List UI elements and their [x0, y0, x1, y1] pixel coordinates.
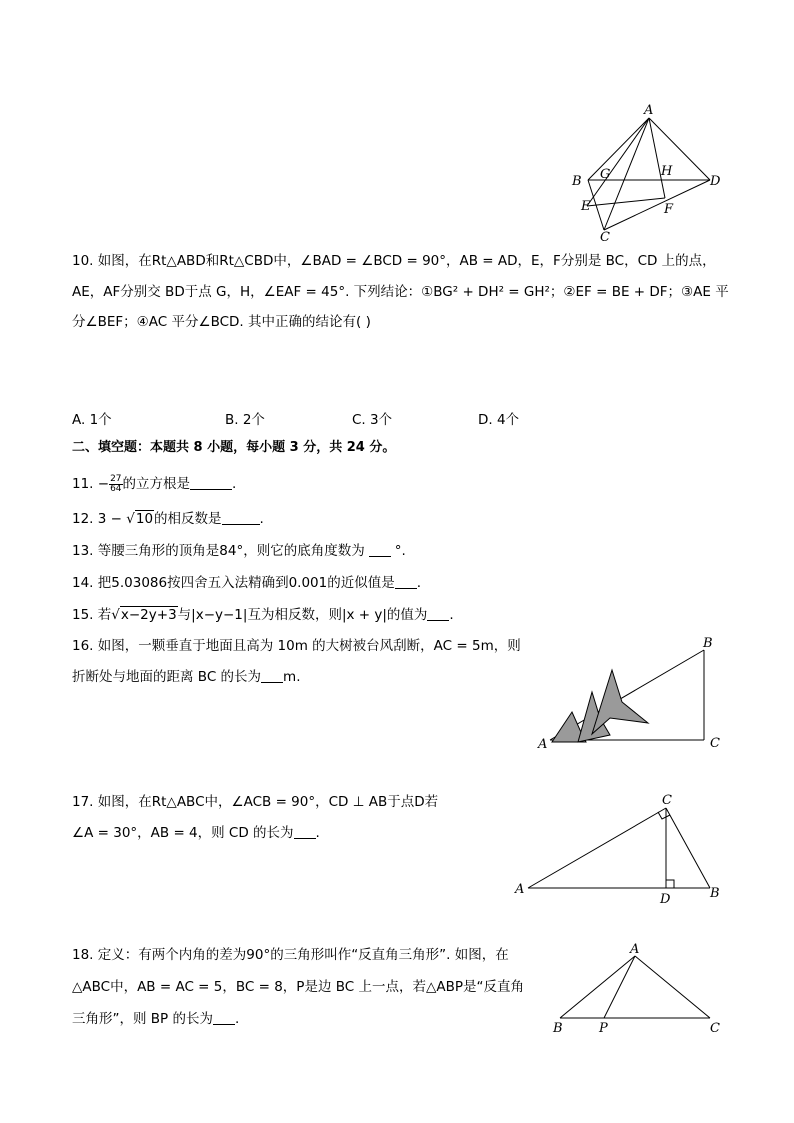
- q11-fraction-denominator: 64: [110, 483, 122, 494]
- fig16-label-A: A: [538, 737, 548, 752]
- q12-text: 的相反数是: [154, 511, 222, 527]
- q17-line-2-text: ∠A = 30°，AB = 4，则 CD 的长为: [72, 825, 294, 841]
- question-13: [72, 541, 406, 561]
- q15-middle: 与|x−y−1|互为相反数，则|x + y|的值为: [177, 607, 428, 623]
- fig10-label-A: A: [644, 103, 654, 118]
- q16-line-1: 16. 如图，一颗垂直于地面且高为 10m 的大树被台风刮断，AC = 5m，则: [72, 638, 521, 654]
- q17-line-2: [72, 823, 320, 843]
- q10-line-2: AE，AF分别交 BD于点 G，H，∠EAF = 45°. 下列结论：①BG² + DH² = GH²；②EF = BE + DF；③AE 平: [72, 284, 729, 300]
- figure-q17-right-triangle: [510, 790, 730, 910]
- q18-end: .: [234, 1011, 240, 1027]
- q18-line-1: 18. 定义：有两个内角的差为90°的三角形叫作“反直角三角形”. 如图，在: [72, 947, 509, 963]
- q10-choice-b[interactable]: B. 2个: [225, 412, 265, 428]
- q11-fraction: [109, 475, 122, 494]
- q18-line-3-text: 三角形”，则 BP 的长为: [72, 1011, 213, 1027]
- fig18-label-P: P: [599, 1021, 608, 1036]
- q14-end: .: [416, 575, 422, 591]
- q10-choice-d[interactable]: D. 4个: [478, 412, 520, 428]
- q12-end: .: [259, 511, 264, 527]
- q12-answer-blank[interactable]: [222, 510, 260, 525]
- fig10-label-B: B: [572, 174, 582, 189]
- q15-prefix: 15. 若: [72, 607, 112, 623]
- question-11: [72, 474, 236, 494]
- q15-answer-blank[interactable]: [427, 606, 449, 621]
- q15-end: .: [449, 607, 454, 623]
- q16-answer-blank[interactable]: [261, 668, 283, 683]
- q17-line-1: 17. 如图，在Rt△ABC中，∠ACB = 90°，CD ⊥ AB于点D若: [72, 794, 439, 810]
- fig17-label-D: D: [660, 892, 671, 907]
- question-14: [72, 573, 421, 593]
- q13-end: °.: [394, 543, 406, 559]
- figure-q10-quadrilateral: [565, 100, 735, 245]
- q11-end: .: [232, 476, 237, 492]
- fig10-label-E: E: [581, 199, 591, 214]
- q17-answer-blank[interactable]: [294, 824, 316, 839]
- fig10-label-G: G: [600, 167, 611, 182]
- q13-answer-blank[interactable]: [369, 542, 391, 557]
- q18-line-2: △ABC中，AB = AC = 5，BC = 8，P是边 BC 上一点，若△ABP是“反直角: [72, 979, 524, 995]
- q18-answer-blank[interactable]: [213, 1010, 235, 1025]
- fig10-label-D: D: [710, 174, 721, 189]
- fig10-label-F: F: [664, 202, 674, 217]
- q12-radicand: 10: [135, 511, 154, 527]
- fig16-label-B: B: [703, 636, 713, 651]
- q15-sqrt-symbol: √: [111, 607, 120, 623]
- fig17-label-C: C: [662, 793, 672, 808]
- q14-text: 14. 把5.03086按四舍五入法精确到0.001的近似值是: [72, 575, 395, 591]
- figure-q16-broken-tree: [530, 630, 730, 755]
- q13-text: 13. 等腰三角形的顶角是84°，则它的底角度数为: [72, 543, 365, 559]
- q16-line-2: [72, 667, 301, 687]
- q15-radicand: x−2y+3: [120, 607, 177, 623]
- q10-line-1: 10. 如图，在Rt△ABD和Rt△CBD中，∠BAD = ∠BCD = 90°，AB = AD，E，F分别是 BC，CD 上的点，: [72, 253, 716, 269]
- q11-number: 11. −: [72, 476, 110, 492]
- fig16-label-C: C: [710, 736, 720, 751]
- q12-prefix: 12. 3 −: [72, 511, 127, 527]
- fig18-label-C: C: [710, 1021, 720, 1036]
- q11-text: 的立方根是: [122, 476, 191, 492]
- q11-fraction-numerator: 27: [110, 473, 122, 484]
- question-15: [72, 605, 454, 625]
- q11-answer-blank[interactable]: [190, 475, 232, 490]
- figure-q18-isosceles-triangle: [545, 940, 730, 1040]
- q16-end: m.: [283, 669, 301, 685]
- q10-line-3: 分∠BEF；④AC 平分∠BCD. 其中正确的结论有( ): [72, 314, 371, 330]
- section-2-heading: 二、填空题：本题共 8 小题，每小题 3 分，共 24 分。: [72, 440, 396, 455]
- q10-choice-c[interactable]: C. 3个: [352, 412, 393, 428]
- fig17-label-A: A: [515, 882, 525, 897]
- fig10-label-C: C: [600, 230, 610, 245]
- q12-sqrt-symbol: √: [126, 511, 135, 527]
- fig17-label-B: B: [710, 886, 720, 901]
- fig10-label-H: H: [661, 164, 673, 179]
- q17-end: .: [315, 825, 320, 841]
- fig18-label-A: A: [630, 942, 640, 957]
- q16-line-2-text: 折断处与地面的距离 BC 的长为: [72, 669, 262, 685]
- q18-line-3: [72, 1009, 239, 1029]
- q14-answer-blank[interactable]: [395, 574, 417, 589]
- question-12: [72, 509, 264, 529]
- fig18-label-B: B: [553, 1021, 563, 1036]
- q10-choice-a[interactable]: A. 1个: [72, 412, 112, 428]
